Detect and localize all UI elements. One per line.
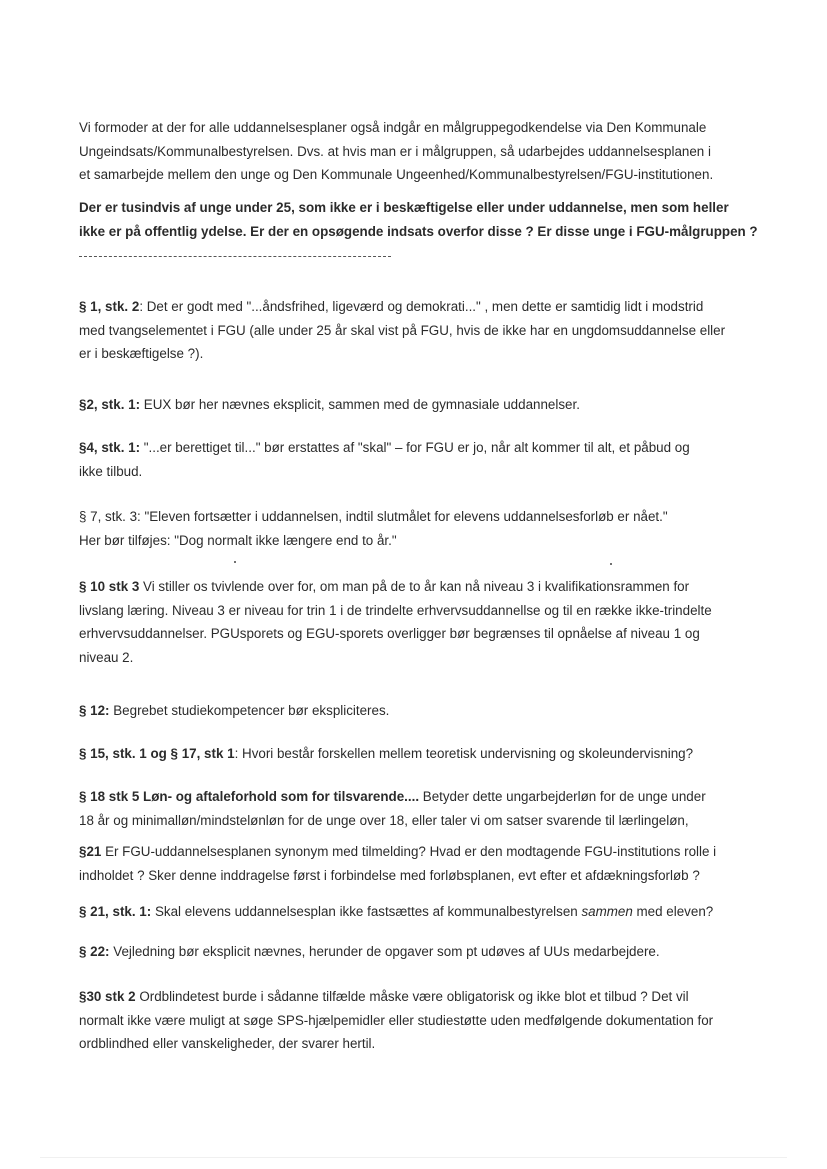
section-ref: § 22: bbox=[79, 944, 110, 959]
section-18-paragraph: § 18 stk 5 Løn- og aftaleforhold som for tilsvarende.... Betyder dette ungarbejderløn for de unge under 18 år og minimalløn/mindstelønløn for de unge over 18, eller taler vi om satser svarende til lærlingeløn, bbox=[79, 789, 706, 828]
section-ref: § 12: bbox=[79, 703, 110, 718]
section-7-paragraph: § 7, stk. 3: "Eleven fortsætter i uddannelsen, indtil slutmålet for elevens uddannelsesforløb er nået." Her bør tilføjes: "Dog normalt ikke længere end to år." bbox=[79, 509, 668, 548]
section-2-paragraph: §2, stk. 1: EUX bør her nævnes eksplicit, sammen med de gymnasiale uddannelser. bbox=[79, 397, 580, 412]
separator-line bbox=[79, 256, 391, 257]
section-21-paragraph: §21 Er FGU-uddannelsesplanen synonym med tilmelding? Hvad er den modtagende FGU-institutions rolle i indholdet ? Sker denne inddragelse først i forbindelse med forløbsplanen, evt efter et afdækningsforløb ? bbox=[79, 844, 717, 883]
section-10-paragraph: § 10 stk 3 Vi stiller os tvivlende over for, om man på de to år kan nå niveau 3 i kvalifikationsrammen for livslang læring. Niveau 3 er niveau for trin 1 i de trindelte erhvervsuddannellse og til en række ikke-trindelte erhvervsuddannelser. PGUsporets og EGU-sporets overligger bør begrænses til opnåelse af niveau 1 og niveau 2. bbox=[79, 579, 712, 665]
section-ref: § 21, stk. 1: bbox=[79, 904, 152, 919]
section-ref: §2, stk. 1: bbox=[79, 397, 141, 412]
section-4-paragraph: §4, stk. 1: "...er berettiget til..." bør erstattes af "skal" – for FGU er jo, når alt kommer til alt, et påbud og ikke tilbud. bbox=[79, 440, 690, 479]
section-15-paragraph: § 15, stk. 1 og § 17, stk 1: Hvori består forskellen mellem teoretisk undervisning og skoleundervisning? bbox=[79, 746, 694, 761]
section-ref: § 18 stk 5 Løn- og aftaleforhold som for tilsvarende.... bbox=[79, 789, 420, 804]
section-ref: §4, stk. 1: bbox=[79, 440, 141, 455]
section-21-stk-1-paragraph: § 21, stk. 1: Skal elevens uddannelsesplan ikke fastsættes af kommunalbestyrelsen sammen med eleven? bbox=[79, 904, 714, 919]
section-ref: § 10 stk 3 bbox=[79, 579, 140, 594]
section-12-paragraph: § 12: Begrebet studiekompetencer bør ekspliciteres. bbox=[79, 703, 390, 718]
emphasis: sammen bbox=[581, 904, 633, 919]
section-1-paragraph: § 1, stk. 2: Det er godt med "...åndsfrihed, ligeværd og demokrati..." , men dette er samtidig lidt i modstrid med tvangselementet i FGU (alle under 25 år skal vist på FGU, hvis de ikke har en ungdomsuddannelse eller er i beskæftigelse ?). bbox=[79, 299, 726, 361]
section-ref: §30 stk 2 bbox=[79, 989, 136, 1004]
scan-speck bbox=[610, 563, 612, 565]
scan-edge bbox=[40, 1157, 787, 1158]
section-22-paragraph: § 22: Vejledning bør eksplicit nævnes, herunder de opgaver som pt udøves af UUs medarbejdere. bbox=[79, 944, 660, 959]
section-ref: § 1, stk. 2 bbox=[79, 299, 140, 314]
section-ref: §21 bbox=[79, 844, 102, 859]
section-30-paragraph: §30 stk 2 Ordblindetest burde i sådanne tilfælde måske være obligatorisk og ikke blot et tilbud ? Det vil normalt ikke være muligt at søge SPS-hjælpemidler eller studiestøtte uden medfølgende dokumentation for ordblindhed eller vanskeligheder, der svarer hertil. bbox=[79, 989, 714, 1051]
question-paragraph: Der er tusindvis af unge under 25, som ikke er i beskæftigelse eller under uddannelse, men som heller ikke er på offentlig ydelse. Er der en opsøgende indsats overfor disse ? Er disse unge i FGU-målgruppen ? bbox=[79, 200, 758, 239]
scan-speck bbox=[234, 561, 236, 563]
intro-paragraph: Vi formoder at der for alle uddannelsesplaner også indgår en målgruppegodkendelse via Den Kommunale Ungeindsats/Kommunalbestyrelsen. Dvs. at hvis man er i målgruppen, så udarbejdes uddannelsesplanen i et samarbejde mellem den unge og Den Kommunale Ungeenhed/Kommunalbestyrelsen/FGU-institutionen. bbox=[79, 120, 714, 182]
section-ref: § 15, stk. 1 og § 17, stk 1 bbox=[79, 746, 235, 761]
